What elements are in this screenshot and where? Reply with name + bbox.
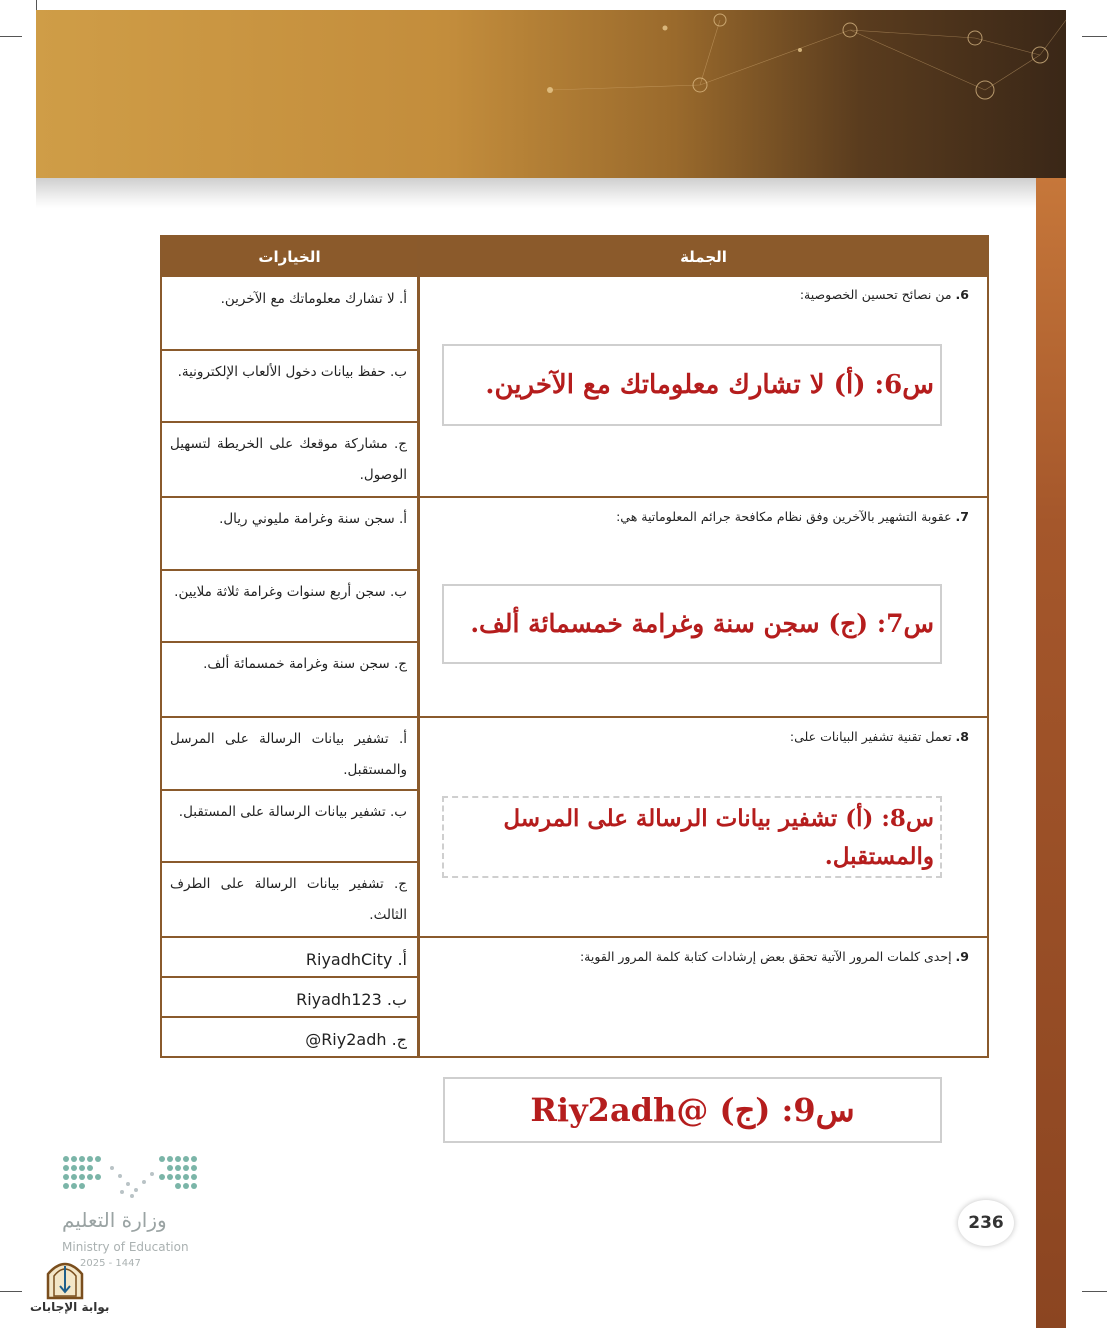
crop-mark [0, 1291, 22, 1292]
header-sentence: الجملة [420, 237, 987, 277]
option-9a: أ. RiyadhCity [305, 950, 407, 969]
ministry-name-english: Ministry of Education [62, 1240, 189, 1254]
option-7a: أ. سجن سنة وغرامة مليوني ريال. [219, 511, 407, 527]
question-8-text: 8. تعمل تقنية تشفير البيانات على: [789, 729, 969, 744]
answer-7-box: س7: (ج) سجن سنة وغرامة خمسمائة ألف. [442, 584, 942, 664]
option-7c: ج. سجن سنة وغرامة خمسمائة ألف. [203, 656, 407, 672]
option-9b: ب. Riyadh123 [296, 990, 407, 1009]
question-7-text: 7. عقوبة التشهير بالآخرين وفق نظام مكافحة جرائم المعلوماتية هي: [616, 509, 969, 524]
ministry-name-arabic: وزارة التعليم [62, 1208, 167, 1232]
crop-mark [1082, 36, 1107, 37]
option-8a: أ. تشفير بيانات الرسالة على المرسل والمستقبل. [170, 731, 407, 778]
option-8b: ب. تشفير بيانات الرسالة على المستقبل. [178, 804, 407, 820]
banner-shadow [36, 178, 1041, 208]
edition-year: 2025 - 1447 [80, 1258, 141, 1269]
crop-mark [36, 0, 37, 10]
option-6a: أ. لا تشارك معلوماتك مع الآخرين. [220, 291, 407, 307]
option-9c: ج. Riy2adh@ [305, 1030, 407, 1049]
option-6c: ج. مشاركة موقعك على الخريطة لتسهيل الوصول. [170, 436, 407, 483]
crop-mark [1082, 1291, 1107, 1292]
option-6b: ب. حفظ بيانات دخول الألعاب الإلكترونية. [177, 364, 407, 380]
page-side-bar [1036, 178, 1066, 1328]
answer-9-box: س9: (ج) @Riy2adh [443, 1077, 942, 1143]
answer-6-box: س6: (أ) لا تشارك معلوماتك مع الآخرين. [442, 344, 942, 426]
ministry-logo-dots [62, 1154, 198, 1200]
option-7b: ب. سجن أربع سنوات وغرامة ثلاثة ملايين. [174, 584, 407, 600]
header-options: الخيارات [162, 237, 417, 277]
option-8c: ج. تشفير بيانات الرسالة على الطرف الثالث. [170, 876, 407, 923]
question-6-text: 6. من نصائح تحسين الخصوصية: [799, 287, 969, 302]
answer-8-box: س8: (أ) تشفير بيانات الرسالة على المرسل والمستقبل. [442, 796, 942, 878]
crop-mark [0, 36, 22, 37]
network-graphic [540, 10, 1066, 180]
watermark-logo-icon [44, 1256, 86, 1300]
column-divider [417, 237, 420, 1056]
question-9-text: 9. إحدى كلمات المرور الآتية تحقق بعض إرشادات كتابة كلمة المرور القوية: [579, 949, 969, 964]
watermark-text: بوابة الإجابات [30, 1300, 110, 1314]
page-number: 236 [958, 1200, 1014, 1246]
